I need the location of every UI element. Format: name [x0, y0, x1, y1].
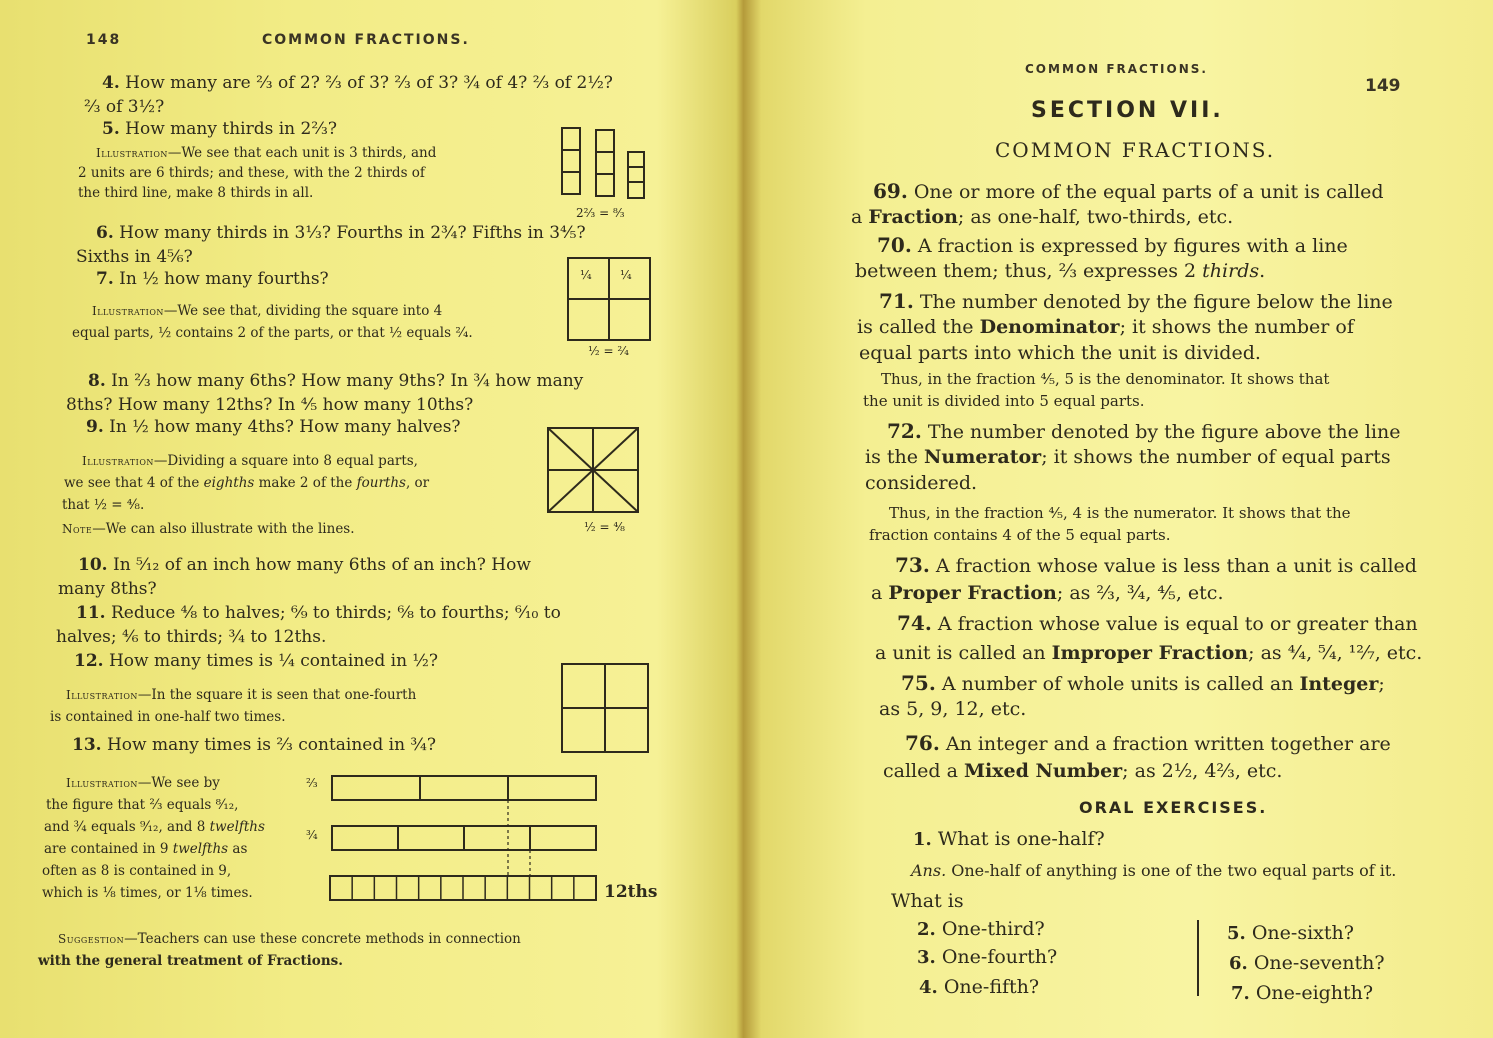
para-75-cont: as 5, 9, 12, etc. — [879, 698, 1027, 720]
page-number-right: 149 — [1365, 76, 1401, 96]
question-10: 10. In ⁵⁄₁₂ of an inch how many 6ths of an inch? How — [78, 555, 531, 575]
illustration-13-line2: the figure that ⅔ equals ⁸⁄₁₂, — [46, 797, 239, 813]
running-head-right: COMMON FRACTIONS. — [1025, 62, 1208, 76]
left-page — [0, 0, 735, 1038]
section-subtitle: COMMON FRACTIONS. — [995, 138, 1276, 162]
para-73: 73. A fraction whose value is less than a unit is called — [895, 553, 1417, 577]
fig2-cell-2: ¼ — [620, 268, 632, 282]
para-74: 74. A fraction whose value is equal to or greater than — [897, 611, 1418, 635]
question-6: 6. How many thirds in 3⅓? Fourths in 2¾? Fifths in 3⅘? — [96, 223, 586, 243]
para-69-cont: a Fraction; as one-half, two-thirds, etc. — [851, 206, 1234, 228]
question-4: 4. How many are ⅔ of 2? ⅔ of 3? ⅔ of 3? ¾ of 4? ⅔ of 2½? — [102, 73, 613, 93]
para-76: 76. An integer and a fraction written together are — [905, 731, 1391, 755]
question-8-cont: 8ths? How many 12ths? In ⅘ how many 10ths? — [66, 395, 474, 415]
para-71-note: Thus, in the fraction ⅘, 5 is the denominator. It shows that — [881, 370, 1330, 388]
exercise-1: 1. What is one-half? — [913, 828, 1105, 850]
para-69: 69. One or more of the equal parts of a unit is called — [873, 179, 1384, 203]
question-10-cont: many 8ths? — [58, 579, 157, 599]
question-8: 8. In ⅔ how many 6ths? How many 9ths? In ¾ how many — [88, 371, 584, 391]
para-71-cont2: equal parts into which the unit is divided. — [859, 342, 1261, 364]
fig2-cell-1: ¼ — [580, 268, 592, 282]
illustration-5-line1: Illustration—We see that each unit is 3 thirds, and — [96, 145, 437, 161]
question-11-cont: halves; ⁴⁄₆ to thirds; ¾ to 12ths. — [56, 627, 327, 647]
para-72: 72. The number denoted by the figure above the line — [887, 419, 1401, 443]
question-9: 9. In ½ how many 4ths? How many halves? — [86, 417, 461, 437]
illustration-7-line1: Illustration—We see that, dividing the square into 4 — [92, 303, 443, 319]
bar-label-thirds: ⅔ — [306, 776, 318, 790]
para-70: 70. A fraction is expressed by figures with a line — [877, 233, 1348, 257]
halves-square-figure — [558, 660, 652, 756]
illustration-9-line2: we see that 4 of the eighths make 2 of the fourths, or — [64, 475, 430, 491]
illustration-13-line6: which is ⅛ times, or 1⅛ times. — [42, 885, 253, 901]
illustration-12-line2: is contained in one-half two times. — [50, 709, 286, 725]
illustration-5-line3: the third line, make 8 thirds in all. — [78, 185, 314, 201]
para-73-cont: a Proper Fraction; as ⅔, ¾, ⅘, etc. — [871, 582, 1224, 604]
section-title: SECTION VII. — [1031, 98, 1224, 123]
para-72-note: Thus, in the fraction ⅘, 4 is the numerator. It shows that the — [889, 504, 1351, 522]
exercise-4: 4. One-fifth? — [919, 976, 1040, 998]
question-6-cont: Sixths in 4⅚? — [76, 247, 193, 267]
running-head-left: COMMON FRACTIONS. — [262, 32, 470, 48]
quarters-square-figure — [564, 254, 654, 344]
bar-suffix: 12ths — [604, 882, 658, 902]
question-4-cont: ⅔ of 3½? — [84, 97, 165, 117]
para-71-note-cont: the unit is divided into 5 equal parts. — [863, 392, 1145, 410]
para-72-cont: is the Numerator; it shows the number of equal parts — [865, 446, 1391, 468]
thirds-columns-figure — [558, 124, 650, 208]
answer-1: Ans. One-half of anything is one of the two equal parts of it. — [911, 861, 1397, 880]
illustration-13-line1: Illustration—We see by — [66, 775, 220, 791]
exercise-6: 6. One-seventh? — [1229, 952, 1385, 974]
suggestion-line1: Suggestion—Teachers can use these concrete methods in connection — [58, 931, 521, 947]
fig2-caption: ½ = ²⁄₄ — [588, 344, 629, 358]
para-71: 71. The number denoted by the figure below the line — [879, 289, 1393, 313]
illustration-12-line1: Illustration—In the square it is seen that one-fourth — [66, 687, 417, 703]
fig1-caption: 2⅔ = ⁸⁄₃ — [576, 206, 625, 220]
bar-label-fourths: ¾ — [306, 828, 318, 842]
oral-exercises-heading: ORAL EXERCISES. — [1079, 798, 1268, 817]
what-is: What is — [891, 890, 964, 912]
eighths-square-figure — [544, 424, 644, 516]
para-72-note-cont: fraction contains 4 of the 5 equal parts. — [869, 526, 1171, 544]
exercise-7: 7. One-eighth? — [1231, 982, 1374, 1004]
right-page — [745, 0, 1493, 1038]
illustration-7-line2: equal parts, ½ contains 2 of the parts, or that ½ equals ²⁄₄. — [72, 325, 473, 341]
question-5: 5. How many thirds in 2⅔? — [102, 119, 337, 139]
illustration-13-line3: and ¾ equals ⁹⁄₁₂, and 8 twelfths — [44, 819, 265, 835]
fig3-caption: ½ = ⁴⁄₈ — [584, 520, 625, 534]
para-75: 75. A number of whole units is called an Integer; — [901, 671, 1385, 695]
illustration-5-line2: 2 units are 6 thirds; and these, with the 2 thirds of — [78, 165, 425, 181]
para-74-cont: a unit is called an Improper Fraction; as ⁴⁄₄, ⁵⁄₄, ¹²⁄₇, etc. — [875, 642, 1423, 664]
illustration-9-line1: Illustration—Dividing a square into 8 equal parts, — [82, 453, 418, 469]
note-lines: Note—We can also illustrate with the lines. — [62, 521, 355, 537]
column-divider — [1197, 920, 1199, 996]
para-71-cont: is called the Denominator; it shows the number of — [857, 316, 1354, 338]
illustration-13-line5: often as 8 is contained in 9, — [42, 863, 232, 879]
exercise-2: 2. One-third? — [917, 918, 1045, 940]
question-13: 13. How many times is ⅔ contained in ¾? — [72, 735, 437, 755]
question-11: 11. Reduce ⁴⁄₈ to halves; ⁶⁄₉ to thirds; ⁶⁄₈ to fourths; ⁶⁄₁₀ to — [76, 603, 561, 623]
suggestion-line2: with the general treatment of Fractions. — [38, 953, 343, 969]
page-number-left: 148 — [86, 32, 122, 48]
para-72-cont2: considered. — [865, 472, 978, 494]
para-70-cont: between them; thus, ⅔ expresses 2 thirds. — [855, 260, 1266, 282]
fraction-bars-figure — [326, 770, 602, 906]
illustration-9-line3: that ½ = ⁴⁄₈. — [62, 497, 145, 513]
question-7: 7. In ½ how many fourths? — [96, 269, 329, 289]
exercise-5: 5. One-sixth? — [1227, 922, 1354, 944]
question-12: 12. How many times is ¼ contained in ½? — [74, 651, 439, 671]
para-76-cont: called a Mixed Number; as 2½, 4⅔, etc. — [883, 760, 1283, 782]
exercise-3: 3. One-fourth? — [917, 946, 1058, 968]
illustration-13-line4: are contained in 9 twelfths as — [44, 841, 248, 857]
